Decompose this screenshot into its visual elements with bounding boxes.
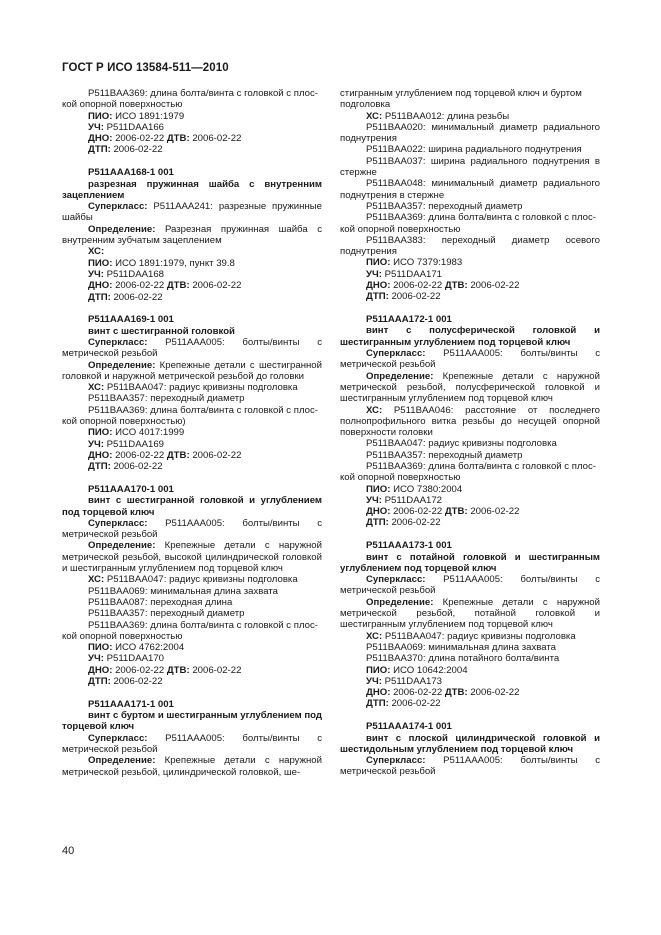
xs-line: ХС: P511BAA046: расстояние от последнего полнопрофильного витка резьбы до несущей опорной поверхности головки [340, 404, 601, 439]
xs-line: P511BAA357: переходный диаметр [88, 608, 245, 620]
entry-name: винт с буртом и шестигранным углублением под торцевой ключ [62, 710, 322, 733]
intro-line: кой опорной поверхностью [62, 99, 183, 111]
superclass-line: Суперкласс: P511AAA005: болты/винты с метрической резьбой [62, 517, 323, 541]
entry-name: винт с плоской цилиндрической головкой и шестидольным углублением под торцевой ключ [340, 732, 600, 755]
xs-line: ХС: P511BAA047: радиус кривизны подголовка [88, 382, 298, 394]
uch-line: УЧ: P511DAA170 [88, 653, 165, 665]
xs-line: P511BAA069: минимальная длина захвата [366, 641, 556, 653]
xs-line: P511BAA037: ширина радиального поднутрения в стержне [340, 155, 600, 179]
entry-code: P511AAA172-1 001 [366, 314, 452, 326]
dtp-line: ДТП: 2006-02-22 [366, 698, 441, 710]
superclass-line: Суперкласс: P511AAA005: болты/винты с метрической резьбой [340, 755, 601, 778]
entry-name: винт с шестигранной головкой и углублением под торцевой ключ [62, 495, 322, 518]
xs-line: P511BAA020: минимальный диаметр радиального поднутрения [340, 121, 600, 145]
right-column [340, 88, 600, 778]
definition-line: Определение: Крепежные детали с наружной метрической резьбой, потайной головкой и шестигранным углублением под торцевой ключ [340, 596, 600, 631]
dtp-line: ДТП: 2006-02-22 [88, 676, 163, 688]
entry-name: винт с шестигранной головкой [88, 325, 235, 337]
uch-line: УЧ: P511DAA168 [88, 268, 165, 280]
dno-line: ДНО: 2006-02-22 ДТВ: 2006-02-22 [88, 449, 242, 461]
dtp-line: ДТП: 2006-02-22 [366, 291, 441, 303]
page-number: 40 [62, 845, 75, 857]
pio-line: ПИО: ИСО 4017:1999 [88, 427, 185, 439]
definition-line: Определение: Разрезная пружинная шайба с внутренним зубчатым зацеплением [62, 223, 322, 247]
entry-code: P511AAA171-1 001 [88, 698, 174, 710]
xs-line: кой опорной поверхностью [340, 472, 461, 484]
pio-line: ПИО: ИСО 1891:1979, пункт 39.8 [88, 257, 235, 269]
pio-line: ПИО: ИСО 7380:2004 [366, 483, 463, 495]
uch-line: УЧ: P511DAA169 [88, 438, 165, 450]
entry-code: P511AAA174-1 001 [366, 721, 452, 733]
definition-line: Определение: Крепежные детали с наружной метрической резьбой, полусферической головкой и шестигранным углублением под торцевой ключ [340, 370, 600, 405]
uch-line: УЧ: P511DAA166 [88, 121, 165, 133]
dtp-line: ДТП: 2006-02-22 [88, 144, 163, 156]
superclass-line: Суперкласс: P511AAA005: болты/винты с метрической резьбой [62, 336, 323, 360]
xs-line: P511BAA357: переходный диаметр [366, 449, 523, 461]
dtp-line: ДТП: 2006-02-22 [366, 517, 441, 529]
uch-line: УЧ: P511DAA171 [366, 268, 443, 280]
continued-line: подголовка [340, 99, 391, 111]
xs-line: P511BAA370: длина потайного болта/винта [366, 653, 560, 665]
dno-line: ДНО: 2006-02-22 ДТВ: 2006-02-22 [366, 687, 520, 699]
entry-code: P511AAA170-1 001 [88, 484, 174, 495]
superclass-line: Суперкласс: P511AAA005: болты/винты с метрической резьбой [62, 732, 323, 756]
entry-name: винт с полусферической головкой и шестигранным углублением под торцевой ключ [340, 325, 600, 348]
xs-line: ХС: P511BAA012: длина резьбы [366, 110, 510, 122]
xs-line: P511BAA369: длина болта/винта с головкой с плос- [366, 212, 596, 224]
xs-line: P511BAA357: переходный диаметр [88, 393, 245, 405]
superclass-line: Суперкласс: P511AAA005: болты/винты с метрической резьбой [340, 348, 601, 371]
dno-line: ДНО: 2006-02-22 ДТВ: 2006-02-22 [366, 280, 520, 292]
superclass-line: Суперкласс: P511AAA005: болты/винты с метрической резьбой [340, 574, 601, 597]
continued-line: стигранным углублением под торцевой ключ и буртом [340, 88, 582, 99]
superclass-line: Суперкласс: P511AAA241: разрезные пружинные шайбы [62, 201, 322, 224]
xs-line: P511BAA369: длина болта/винта с головкой с плос- [88, 619, 318, 631]
dno-line: ДНО: 2006-02-22 ДТВ: 2006-02-22 [366, 506, 520, 518]
uch-line: УЧ: P511DAA172 [366, 494, 443, 506]
xs-line: P511BAA069: минимальная длина захвата [88, 585, 278, 597]
xs-line: ХС: P511BAA047: радиус кривизны подголовка [366, 630, 576, 642]
entry-name: разрезная пружинная шайба с внутренним зацеплением [62, 178, 322, 201]
xs-line: P511BAA383: переходный диаметр осевого поднутрения [340, 234, 600, 258]
xs-line: P511BAA022: ширина радиального поднутрения [366, 144, 582, 156]
xs-line: P511BAA369: длина болта/винта с головкой с плос- [88, 404, 318, 416]
xs-line: P511BAA047: радиус кривизны подголовка [366, 438, 557, 450]
entry-name: винт с потайной головкой и шестигранным углублением под торцевой ключ [340, 551, 600, 574]
pio-line: ПИО: ИСО 10642:2004 [366, 664, 468, 676]
xs-line: ХС: P511BAA047: радиус кривизны подголовка [88, 574, 298, 586]
document-header: ГОСТ Р ИСО 13584-511—2010 [62, 62, 229, 74]
pio-line: ПИО: ИСО 7379:1983 [366, 257, 463, 269]
dtp-line: ДТП: 2006-02-22 [88, 291, 163, 303]
xs-line: кой опорной поверхностью) [62, 416, 186, 428]
xs-line: P511BAA357: переходный диаметр [366, 200, 523, 212]
dno-line: ДНО: 2006-02-22 ДТВ: 2006-02-22 [88, 133, 242, 145]
xs-line: кой опорной поверхностью [62, 630, 183, 642]
left-column [62, 88, 322, 778]
definition-line: Определение: Крепежные детали с шестигранной головкой и наружной метрической резьбой до головки [62, 359, 322, 382]
xs-line: P511BAA048: минимальный диаметр радиального поднутрения в стержне [340, 178, 600, 201]
pio-line: ПИО: ИСО 1891:1979 [88, 110, 185, 122]
intro-line: P511BAA369: длина болта/винта с головкой с плос- [88, 88, 318, 99]
definition-line: Определение: Крепежные детали с наружной метрической резьбой, высокой цилиндрической головкой и шестигранным углублением под торцевой ключ [62, 540, 322, 575]
uch-line: УЧ: P511DAA173 [366, 675, 443, 687]
definition-line: Определение: Крепежные детали с наружной метрической резьбой, цилиндрической головкой, ше- [62, 755, 322, 778]
dtp-line: ДТП: 2006-02-22 [88, 461, 163, 473]
xs-line: P511BAA369: длина болта/винта с головкой с плос- [366, 461, 596, 472]
xs-line: P511BAA087: переходная длина [88, 596, 233, 608]
entry-code: P511AAA168-1 001 [88, 167, 174, 179]
xs-line: ХС: [88, 246, 105, 258]
pio-line: ПИО: ИСО 4762:2004 [88, 642, 185, 654]
entry-code: P511AAA173-1 001 [366, 540, 452, 552]
dno-line: ДНО: 2006-02-22 ДТВ: 2006-02-22 [88, 664, 242, 676]
entry-code: P511AAA169-1 001 [88, 314, 174, 326]
dno-line: ДНО: 2006-02-22 ДТВ: 2006-02-22 [88, 280, 242, 292]
xs-line: кой опорной поверхностью [340, 223, 461, 235]
